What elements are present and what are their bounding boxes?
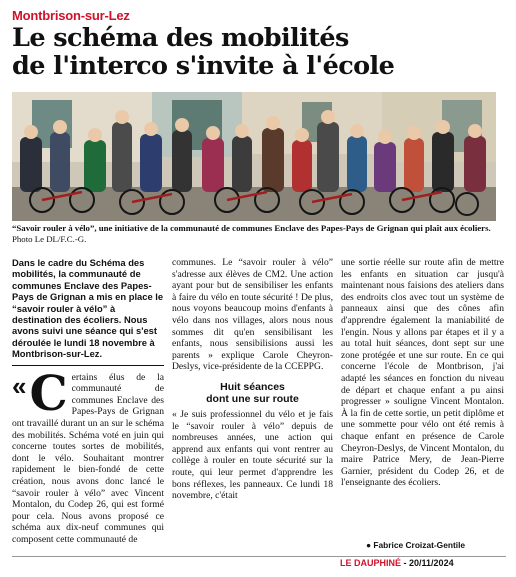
- footer-divider: [12, 556, 506, 557]
- column-1: [12, 257, 164, 546]
- byline: [366, 540, 465, 550]
- photo-illustration: [12, 92, 496, 221]
- opening-quote: «: [12, 370, 27, 401]
- col1-body: ertains élus de la communauté de communes Enclave des Papes-Pays de Grignan ont travaillé durant un an sur le schéma des mobilités. Schéma voté en juin qui concerne toutes sortes de mobilités, dont le vélo. Souhaitant montrer rapidement le bien-fondé de cette création, nous avons donc lancé le “savoir rouler à vélo” avec Vincent Montalon, du Codep 26, qui est formé pour cela. Nous avons proposé ce schéma aux dix-neuf communes qui composent cette communauté de: [12, 371, 164, 545]
- column-3: [341, 257, 504, 489]
- col2-part1: communes. Le “savoir rouler à vélo” s'adresse aux élèves de CM2. Une action ayant pour but de sensibiliser les enfants à faire du vélo en toute sécurité ! De plus, nous voyons beaucoup moins d'enfants à vélo dans nos villages, alors nous nous sommes dit qu'en sensibilisant les enfants, nous sensibilisions aussi les parents » explique Carole Cheyron-Deslys, vice-présidente de la CCEPPG.: [172, 257, 333, 373]
- headline-line-2: de l'interco s'invite à l'école: [12, 51, 395, 81]
- column-2: [172, 257, 333, 502]
- caption-text: “Savoir rouler à vélo”, une initiative de la communauté de communes Enclave des Papes-Pays de Grignan qui plaît aux écoliers.: [12, 223, 491, 233]
- byline-bullet-icon: ●: [366, 540, 372, 550]
- section-kicker: Montbrison-sur-Lez: [12, 8, 130, 23]
- photo-caption: [12, 223, 502, 245]
- subhead: [172, 381, 333, 405]
- col2-part2: « Je suis professionnel du vélo et je fais le “savoir rouler à vélo” depuis de nombreuses années, une action qui apprend aux enfants qui vont rentrer au collège à rouler en toute sécurité sur la route, qui leur permet d'apprendre les bons réflexes, les panneaux. Ce lundi 18 novembre, c'était: [172, 408, 333, 502]
- byline-author: Fabrice Croizat-Gentile: [373, 540, 466, 550]
- page-footer: [340, 558, 454, 568]
- subhead-line-2: dont une sur route: [206, 392, 299, 405]
- article-lead: Dans le cadre du Schéma des mobilités, la communauté de communes Enclave des Papes-Pays de Grignan a mis en place le “savoir rouler à vélo” à destination des écoliers. Nous avons suivi une séance qui s'est déroulée le lundi 18 novembre à Montbrison-sur-Lez.: [12, 257, 164, 360]
- drop-cap: C: [29, 365, 68, 422]
- col1-paragraph: [12, 365, 164, 546]
- subhead-line-1: Huit séances: [220, 380, 285, 393]
- headline: [12, 24, 506, 80]
- article-photo: [12, 92, 496, 221]
- footer-date: - 20/11/2024: [403, 558, 454, 568]
- col3-body: une sortie réelle sur route afin de mettre les enfants en situation car jusqu'à maintenant nous faisions des ateliers dans des endroits clos avec tout un système de panneaux ainsi que des cônes afin d'apprendre également la maniabilité de l'engin. Nous y allons par étapes et il y a au total huit séances, dont sept sur une zone protégée et une sur route. En ce qui concerne l'école de Montbrison, j'ai adapté les séances en fonction du niveau de départ et chaque enfant a pu ainsi progresser » souligne Vincent Montalon. À la fin de cette sortie, un petit diplôme et une sommette pour vélo ont été remis à chaque enfant en présence de Carole Cheyron-Deslys, de Vincent Montalon, du maire Patrice Mery, de Jean-Pierre Garnier, président du Codep 26, et de l'enseignante des écoliers.: [341, 257, 504, 489]
- headline-line-1: Le schéma des mobilités: [12, 23, 349, 53]
- footer-brand: LE DAUPHINÉ: [340, 558, 402, 568]
- caption-credit: Photo Le DL/F.C.-G.: [12, 234, 87, 244]
